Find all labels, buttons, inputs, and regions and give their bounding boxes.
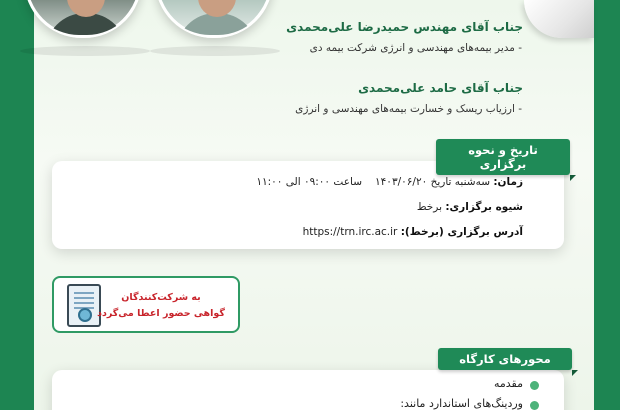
- topic-item-1: مقدمه: [493, 377, 523, 390]
- bullet-icon: [530, 401, 539, 410]
- mode-value: برخط: [416, 201, 443, 213]
- schedule-tab: تاریخ و نحوه برگزاری: [436, 139, 570, 175]
- schedule-mode-row: [417, 201, 523, 213]
- certificate-text: [96, 290, 226, 322]
- certificate-line-2: گواهی حضور اعطا می‌گردد: [97, 308, 225, 319]
- time-value: سه‌شنبه تاریخ ۱۴۰۳/۰۶/۲۰: [375, 176, 490, 188]
- certificate-line-1: به شرکت‌کنندگان: [121, 292, 201, 303]
- certificate-box: [52, 276, 240, 333]
- time-label: زمان:: [493, 176, 523, 188]
- topic-item-2: وردینگ‌های استاندارد مانند:: [400, 397, 523, 410]
- topics-tab: محورهای کارگاه: [438, 348, 572, 370]
- photo-shadow: [150, 46, 280, 56]
- photo-shadow: [20, 46, 150, 56]
- mode-label: شیوه برگزاری:: [445, 201, 523, 213]
- bullet-icon: [530, 381, 539, 390]
- speaker-1-role: - مدیر بیمه‌های مهندسی و انرژی شرکت بیمه دی: [309, 42, 522, 54]
- address-link[interactable]: https://trn.irc.ac.ir: [302, 226, 398, 238]
- schedule-address-row: [303, 226, 523, 238]
- address-label: آدرس برگزاری (برخط):: [400, 226, 523, 238]
- speaker-2-role: - ارزیاب ریسک و خسارت بیمه‌های مهندسی و انرژی: [295, 103, 522, 115]
- speaker-1-name: جناب آقای مهندس حمیدرضا علی‌محمدی: [286, 20, 523, 34]
- left-green-band: [0, 0, 34, 410]
- time-hours: ساعت ۰۹:۰۰ الی ۱۱:۰۰: [256, 176, 362, 188]
- speaker-2-name: جناب آقای حامد علی‌محمدی: [358, 81, 523, 95]
- schedule-time-row: [375, 176, 523, 188]
- right-green-band: [594, 0, 620, 410]
